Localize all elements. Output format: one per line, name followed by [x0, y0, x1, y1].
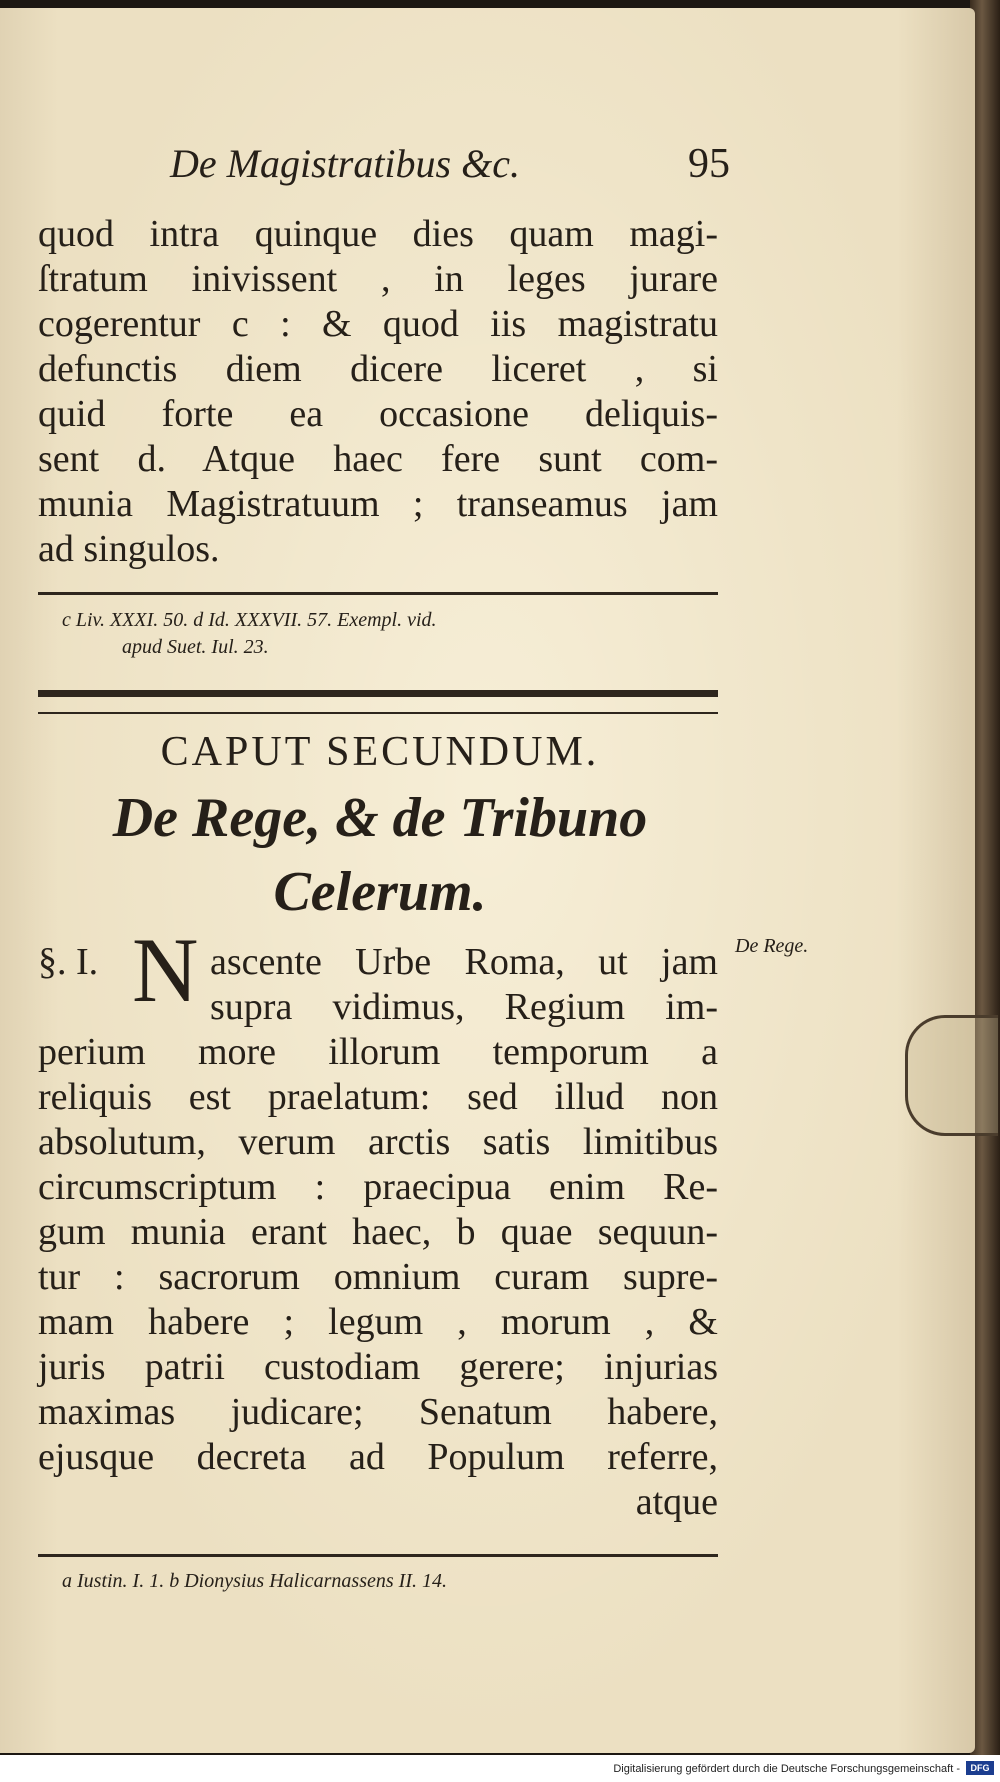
- text-line: circumscriptum : praecipua enim Re-: [38, 1166, 718, 1208]
- footnote-top-1: c Liv. XXXI. 50. d Id. XXXVII. 57. Exempl. vid.: [62, 609, 437, 631]
- text-line: ascente Urbe Roma, ut jam: [210, 941, 718, 983]
- text-line: cogerentur c : & quod iis magistratu: [38, 303, 718, 345]
- text-line: gum munia erant haec, b quae sequun-: [38, 1211, 718, 1253]
- footnote-bottom: a Iustin. I. 1. b Dionysius Halicarnassens II. 14.: [62, 1570, 447, 1592]
- page-clip: [905, 1015, 998, 1136]
- section-paragraph: [38, 940, 718, 1525]
- text-line: juris patrii custodiam gerere; injurias: [38, 1346, 718, 1388]
- footnote-top-2: apud Suet. Iul. 23.: [122, 636, 269, 658]
- chapter-title-line-2: Celerum.: [273, 861, 487, 923]
- text-line: defunctis diem dicere liceret , si: [38, 348, 718, 390]
- drop-cap: N: [132, 919, 199, 1021]
- text-line: ſtratum inivissent , in leges jurare: [38, 258, 718, 300]
- text-line: atque: [635, 1481, 718, 1523]
- text-line: mam habere ; legum , morum , &: [38, 1301, 718, 1343]
- chapter-title-line-1: De Rege, & de Tribuno: [112, 787, 648, 849]
- digitization-credit: Digitalisierung gefördert durch die Deutsche Forschungsgemeinschaft -: [613, 1763, 960, 1775]
- text-line: sent d. Atque haec fere sunt com-: [38, 438, 718, 480]
- footnote-rule-bottom: [38, 1554, 718, 1557]
- text-line: maximas judicare; Senatum habere,: [38, 1391, 718, 1433]
- text-line: ejusque decreta ad Populum referre,: [38, 1436, 718, 1478]
- text-line: reliquis est praelatum: sed illud non: [38, 1076, 718, 1118]
- text-line: quod intra quinque dies quam magi-: [38, 213, 718, 255]
- marginal-note: De Rege.: [735, 935, 809, 957]
- page-number: 95: [688, 141, 730, 187]
- footnote-rule-top: [38, 592, 718, 595]
- text-line: quid forte ea occasione deliquis-: [38, 393, 718, 435]
- text-line: tur : sacrorum omnium curam supre-: [38, 1256, 718, 1298]
- text-line: absolutum, verum arctis satis limitibus: [38, 1121, 718, 1163]
- chapter-rule-thin: [38, 712, 718, 714]
- text-line: perium more illorum temporum a: [38, 1031, 718, 1073]
- chapter-rule-thick: [38, 690, 718, 697]
- digitization-footer: [0, 1755, 1000, 1782]
- text-line: ad singulos.: [38, 528, 220, 570]
- section-mark: §. I.: [38, 941, 99, 983]
- running-head: [170, 140, 730, 188]
- opening-paragraph: [38, 212, 718, 572]
- text-line: munia Magistratuum ; transeamus jam: [38, 483, 718, 525]
- text-line: supra vidimus, Regium im-: [210, 986, 718, 1028]
- running-head-title: De Magistratibus &c.: [170, 141, 520, 186]
- chapter-label: CAPUT SECUNDUM.: [160, 729, 600, 775]
- dfg-logo: DFG: [966, 1761, 994, 1775]
